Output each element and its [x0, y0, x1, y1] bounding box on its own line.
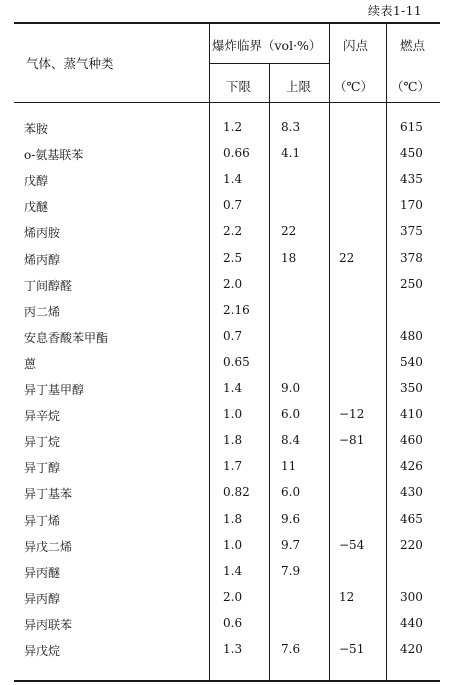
- row-lower-limit: 2.0: [223, 589, 243, 604]
- bottom-rule: [14, 680, 440, 682]
- row-flash-point: 12: [339, 589, 355, 604]
- row-lower-limit: 0.6: [223, 615, 243, 630]
- row-name: 异丁醇: [24, 461, 61, 476]
- row-name: 异丁基苯: [24, 487, 73, 502]
- row-ignition-point: 300: [400, 589, 423, 604]
- row-upper-limit: 11: [281, 459, 297, 474]
- row-ignition-point: 465: [400, 511, 423, 526]
- row-lower-limit: 1.8: [223, 433, 243, 448]
- row-ignition-point: 375: [400, 224, 423, 239]
- table-caption: 续表1-11: [368, 4, 422, 18]
- header-lower-limit: 下限: [226, 79, 252, 94]
- row-lower-limit: 0.65: [223, 354, 250, 369]
- row-name: 异丙联苯: [24, 617, 73, 632]
- row-lower-limit: 2.5: [223, 250, 243, 265]
- row-lower-limit: 1.7: [223, 459, 243, 474]
- row-ignition-point: 420: [400, 642, 423, 656]
- row-name: 苯胺: [24, 122, 49, 136]
- row-lower-limit: 1.0: [223, 537, 243, 552]
- row-lower-limit: 2.0: [223, 276, 243, 291]
- row-ignition-point: 460: [400, 433, 423, 448]
- row-upper-limit: 9.6: [281, 511, 301, 526]
- col-divider-2: [269, 63, 270, 680]
- row-name: 安息香酸苯甲酯: [24, 330, 109, 345]
- row-flash-point: −81: [339, 433, 365, 448]
- row-ignition-point: 410: [400, 407, 423, 422]
- row-ignition-point: 378: [400, 250, 423, 265]
- row-flash-point: −12: [339, 407, 365, 422]
- row-name: 蒽: [24, 356, 37, 371]
- data-table: [14, 22, 440, 682]
- header-ignition-unit: （℃）: [391, 79, 430, 94]
- row-ignition-point: 250: [400, 276, 423, 291]
- row-lower-limit: 2.2: [223, 224, 243, 239]
- col-divider-3: [329, 22, 330, 680]
- row-upper-limit: 18: [281, 250, 297, 265]
- row-upper-limit: 7.6: [281, 642, 301, 656]
- row-upper-limit: 8.4: [281, 433, 301, 448]
- row-flash-point: 22: [339, 250, 355, 265]
- row-name: 异戊烷: [24, 644, 61, 658]
- row-lower-limit: 0.66: [223, 146, 250, 161]
- row-lower-limit: 0.82: [223, 485, 250, 500]
- row-upper-limit: 8.3: [281, 120, 301, 134]
- row-upper-limit: 22: [281, 224, 297, 239]
- row-name: 异丙醚: [24, 565, 61, 580]
- row-lower-limit: 1.3: [223, 642, 243, 656]
- row-flash-point: −51: [339, 642, 365, 656]
- row-upper-limit: 6.0: [281, 407, 301, 422]
- row-ignition-point: 615: [400, 120, 423, 134]
- row-lower-limit: 2.16: [223, 302, 250, 317]
- header-explosion-limit: 爆炸临界（vol·%）: [212, 38, 322, 53]
- row-name: 戊醚: [24, 200, 49, 215]
- row-upper-limit: 9.7: [281, 537, 301, 552]
- row-lower-limit: 1.8: [223, 511, 243, 526]
- row-lower-limit: 1.0: [223, 407, 243, 422]
- header-flash-point: 闪点: [343, 38, 369, 53]
- row-name: 异丁基甲醇: [24, 383, 85, 397]
- row-name: 异辛烷: [24, 409, 61, 424]
- row-lower-limit: 1.4: [223, 563, 243, 578]
- row-ignition-point: 450: [400, 146, 423, 161]
- row-name: 丁间醇醛: [24, 278, 73, 293]
- row-ignition-point: 435: [400, 172, 423, 187]
- row-name: 异丁烯: [24, 513, 61, 528]
- row-name: 异戊二烯: [24, 539, 73, 554]
- header-gas-type: 气体、蒸气种类: [26, 56, 114, 71]
- row-upper-limit: 6.0: [281, 485, 301, 500]
- row-flash-point: −54: [339, 537, 365, 552]
- row-ignition-point: 426: [400, 459, 423, 474]
- row-upper-limit: 7.9: [281, 563, 301, 578]
- row-upper-limit: 9.0: [281, 381, 301, 395]
- header-upper-limit: 上限: [286, 79, 312, 94]
- row-ignition-point: 430: [400, 485, 423, 500]
- row-upper-limit: 4.1: [281, 146, 301, 161]
- row-name: o-氨基联苯: [24, 148, 84, 163]
- row-ignition-point: 170: [400, 198, 423, 213]
- row-lower-limit: 1.2: [223, 120, 243, 134]
- header-ignition-point: 燃点: [400, 38, 426, 53]
- row-lower-limit: 0.7: [223, 198, 243, 213]
- row-name: 异丙醇: [24, 591, 61, 606]
- row-lower-limit: 1.4: [223, 381, 243, 395]
- header-bottom-rule: [14, 102, 440, 103]
- row-name: 异丁烷: [24, 435, 61, 450]
- col-divider-4: [386, 22, 387, 680]
- row-lower-limit: 1.4: [223, 172, 243, 187]
- row-ignition-point: 540: [400, 354, 423, 369]
- row-name: 烯丙醇: [24, 252, 61, 267]
- row-ignition-point: 350: [400, 381, 423, 395]
- row-ignition-point: 440: [400, 615, 423, 630]
- col-divider-1: [209, 22, 210, 680]
- top-rule: [14, 22, 440, 24]
- row-lower-limit: 0.7: [223, 328, 243, 343]
- row-name: 丙二烯: [24, 304, 61, 319]
- header-flash-unit: （℃）: [334, 79, 373, 94]
- row-name: 戊醇: [24, 174, 49, 189]
- row-name: 烯丙胺: [24, 226, 61, 241]
- row-ignition-point: 220: [400, 537, 423, 552]
- row-ignition-point: 480: [400, 328, 423, 343]
